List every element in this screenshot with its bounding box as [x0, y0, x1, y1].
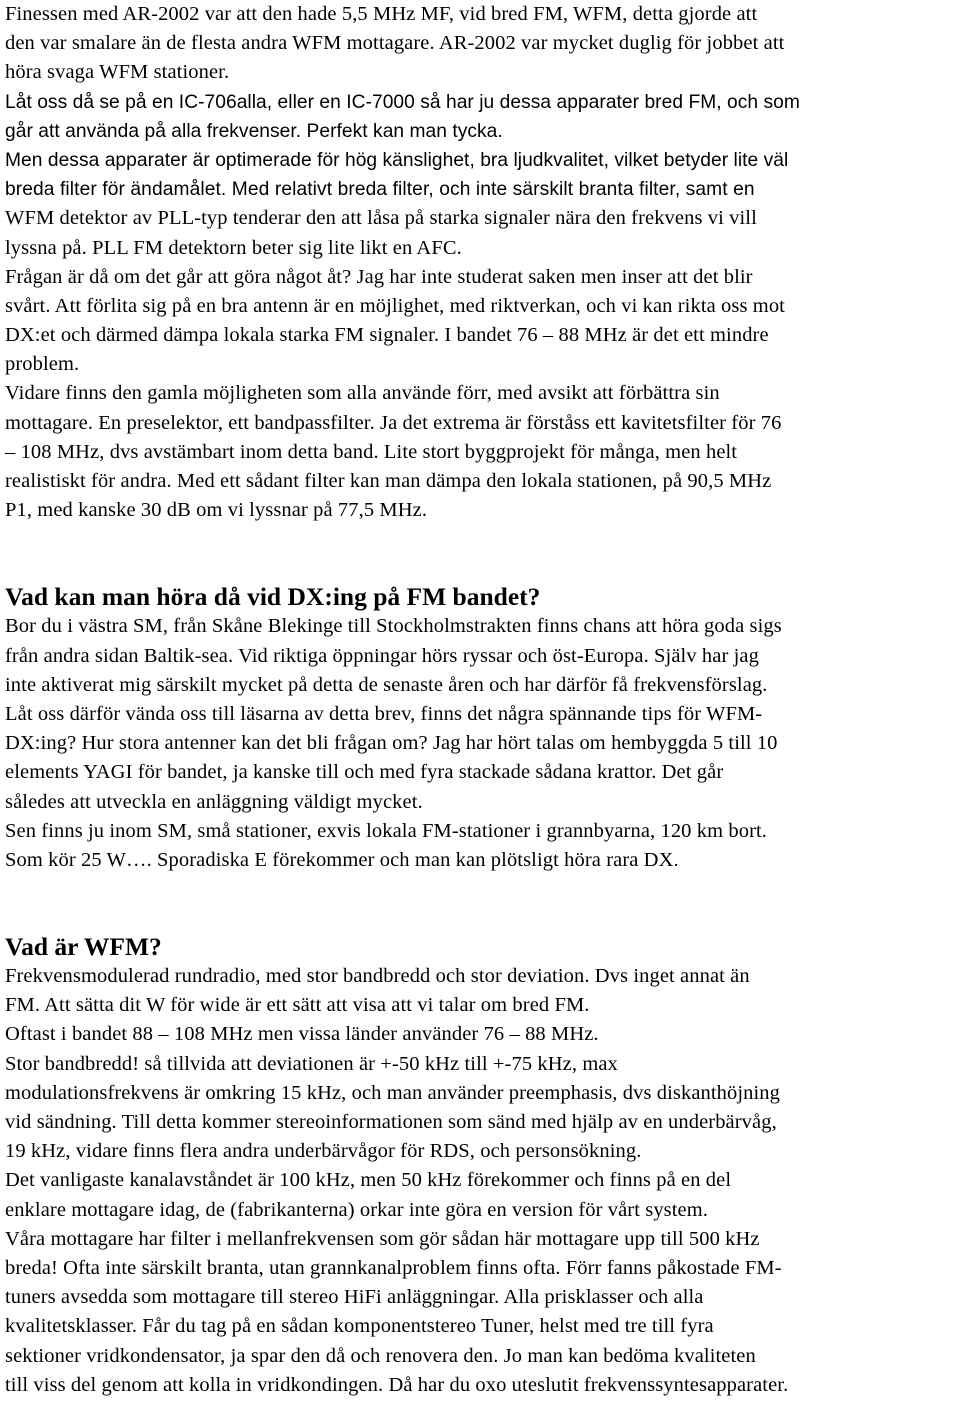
paragraph-line: Låt oss därför vända oss till läsarna av detta brev, finns det några spännande tips för WFM- — [5, 702, 763, 725]
paragraph-line: inte aktiverat mig särskilt mycket på detta de senaste åren och har därför få frekvensförslag. — [5, 673, 768, 696]
section-heading: Vad kan man höra då vid DX:ing på FM bandet? — [5, 582, 541, 612]
paragraph-line: Oftast i bandet 88 – 108 MHz men vissa länder använder 76 – 88 MHz. — [5, 1023, 599, 1046]
paragraph-line: vid sändning. Till detta kommer stereoinformationen som sänd med hjälp av en underbärvåg, — [5, 1111, 777, 1133]
wfm-section — [5, 932, 957, 1400]
line-segment: Som kör 25 W…. Sporadiska E förekommer och man kan plötsligt höra rara DX — [5, 848, 674, 871]
document-page — [5, 0, 957, 1400]
paragraph-line: tuners avsedda som mottagare till stereo HiFi anläggningar. Alla prisklasser och alla — [5, 1286, 704, 1309]
paragraph-line: från andra sidan Baltik-sea. Vid riktiga öppningar hörs ryssar och öst-Europa. Själv har jag — [5, 644, 759, 667]
paragraph-line: således att utveckla en anläggning väldigt mycket. — [5, 790, 423, 813]
paragraph-line — [5, 846, 957, 875]
paragraph-line: kvalitetsklasser. Får du tag på en sådan komponentstereo Tuner, helst med tre till fyra — [5, 1315, 714, 1338]
paragraph-line: Finessen med AR-2002 var att den hade 5,5 MHz MF, vid bred FM, WFM, detta gjorde att — [5, 3, 758, 25]
paragraph-line: lyssna på. PLL FM detektorn beter sig lite likt en AFC. — [5, 236, 462, 259]
paragraph-line: Frågan är då om det går att göra något åt? Jag har inte studerat saken men inser att det blir — [5, 265, 753, 288]
paragraph-line: – 108 MHz, dvs avstämbart inom detta band. Lite stort byggprojekt för många, men helt — [5, 440, 738, 463]
paragraph-line: till viss del genom att kolla in vridkondingen. Då har du oxo uteslutit frekvenssyntesapparater. — [5, 1373, 789, 1396]
paragraph-line: höra svaga WFM stationer. — [5, 61, 230, 84]
paragraph-line: elements YAGI för bandet, ja kanske till och med fyra stackade sådana krattor. Det går — [5, 761, 724, 784]
paragraph-line: Frekvensmodulerad rundradio, med stor bandbredd och stor deviation. Dvs inget annat än — [5, 965, 750, 988]
paragraph-line: sektioner vridkondensator, ja spar den då och renovera den. Jo man kan bedöma kvaliteten — [5, 1344, 756, 1367]
paragraph-line: DX:et och därmed dämpa lokala starka FM signaler. I bandet 76 – 88 MHz är det ett mindre — [5, 324, 769, 347]
paragraph-line: Sen finns ju inom SM, små stationer, exvis lokala FM-stationer i grannbyarna, 120 km bort. — [5, 819, 768, 842]
section-spacer — [5, 875, 957, 932]
paragraph-line: modulationsfrekvens är omkring 15 kHz, och man använder preemphasis, dvs diskanthöjning — [5, 1081, 781, 1104]
paragraph-line: den var smalare än de flesta andra WFM mottagare. AR-2002 var mycket duglig för jobbet att — [5, 32, 785, 55]
paragraph-line: svårt. Att förlita sig på en bra antenn är en möjlighet, med riktverkan, och vi kan rikta oss mot — [5, 294, 785, 317]
paragraph-line: enklare mottagare idag, de (fabrikanterna) orkar inte göra en version för vårt system. — [5, 1198, 709, 1221]
paragraph-line: Våra mottagare har filter i mellanfrekvensen som gör sådan här mottagare upp till 500 kHz — [5, 1227, 760, 1250]
paragraph-line: Låt oss då se på en IC-706alla, eller en IC-7000 så har ju dessa apparater bred FM, och som — [5, 91, 800, 113]
paragraph-line: WFM detektor av PLL-typ tenderar den att låsa på starka signaler nära den frekvens vi vill — [5, 207, 757, 230]
paragraph-line: Det vanligaste kanalavståndet är 100 kHz, men 50 kHz förekommer och finns på en del — [5, 1169, 732, 1192]
section-spacer — [5, 525, 957, 582]
paragraph-line: Vidare finns den gamla möjligheten som alla använde förr, med avsikt att förbättra sin — [5, 382, 720, 405]
paragraph-line: breda! Ofta inte särskilt branta, utan grannkanalproblem finns ofta. Förr fanns påkostade FM- — [5, 1256, 782, 1279]
paragraph-line — [5, 175, 957, 204]
paragraph-line: Stor bandbredd! så tillvida att deviationen är +-50 kHz till +-75 kHz, max — [5, 1052, 618, 1075]
paragraph-line: DX:ing? Hur stora antenner kan det bli frågan om? Jag har hört talas om hembyggda 5 till 10 — [5, 732, 778, 755]
paragraph-line: går att använda på alla frekvenser. Perfekt kan man tycka. — [5, 120, 503, 142]
section-heading: Vad är WFM? — [5, 932, 162, 962]
dx-section — [5, 582, 957, 875]
paragraph-line: 19 kHz, vidare finns flera andra underbärvågor för RDS, och personsökning. — [5, 1140, 642, 1163]
paragraph-line: mottagare. En preselektor, ett bandpassfilter. Ja det extrema är förståss ett kavitetsfilter för 76 — [5, 411, 782, 434]
paragraph-line: realistiskt för andra. Med ett sådant filter kan man dämpa den lokala stationen, på 90,5 MHz — [5, 470, 772, 492]
line-segment: breda filter för ändamålet. — [5, 179, 227, 201]
paragraph-line: problem. — [5, 353, 80, 376]
paragraph-line: P1, med kanske 30 dB om vi lyssnar på 77,5 MHz. — [5, 499, 428, 522]
intro-section — [5, 0, 957, 525]
line-segment: Med relativt breda filter, och inte särskilt branta filter, samt en — [226, 179, 755, 201]
line-segment: . — [673, 849, 679, 871]
paragraph-line: FM. Att sätta dit W för wide är ett sätt att visa att vi talar om bred FM. — [5, 994, 590, 1017]
paragraph-line: Men dessa apparater är optimerade för hög känslighet, bra ljudkvalitet, vilket betyder lite väl — [5, 149, 789, 171]
paragraph-line: Bor du i västra SM, från Skåne Blekinge till Stockholmstrakten finns chans att höra goda sigs — [5, 615, 782, 638]
